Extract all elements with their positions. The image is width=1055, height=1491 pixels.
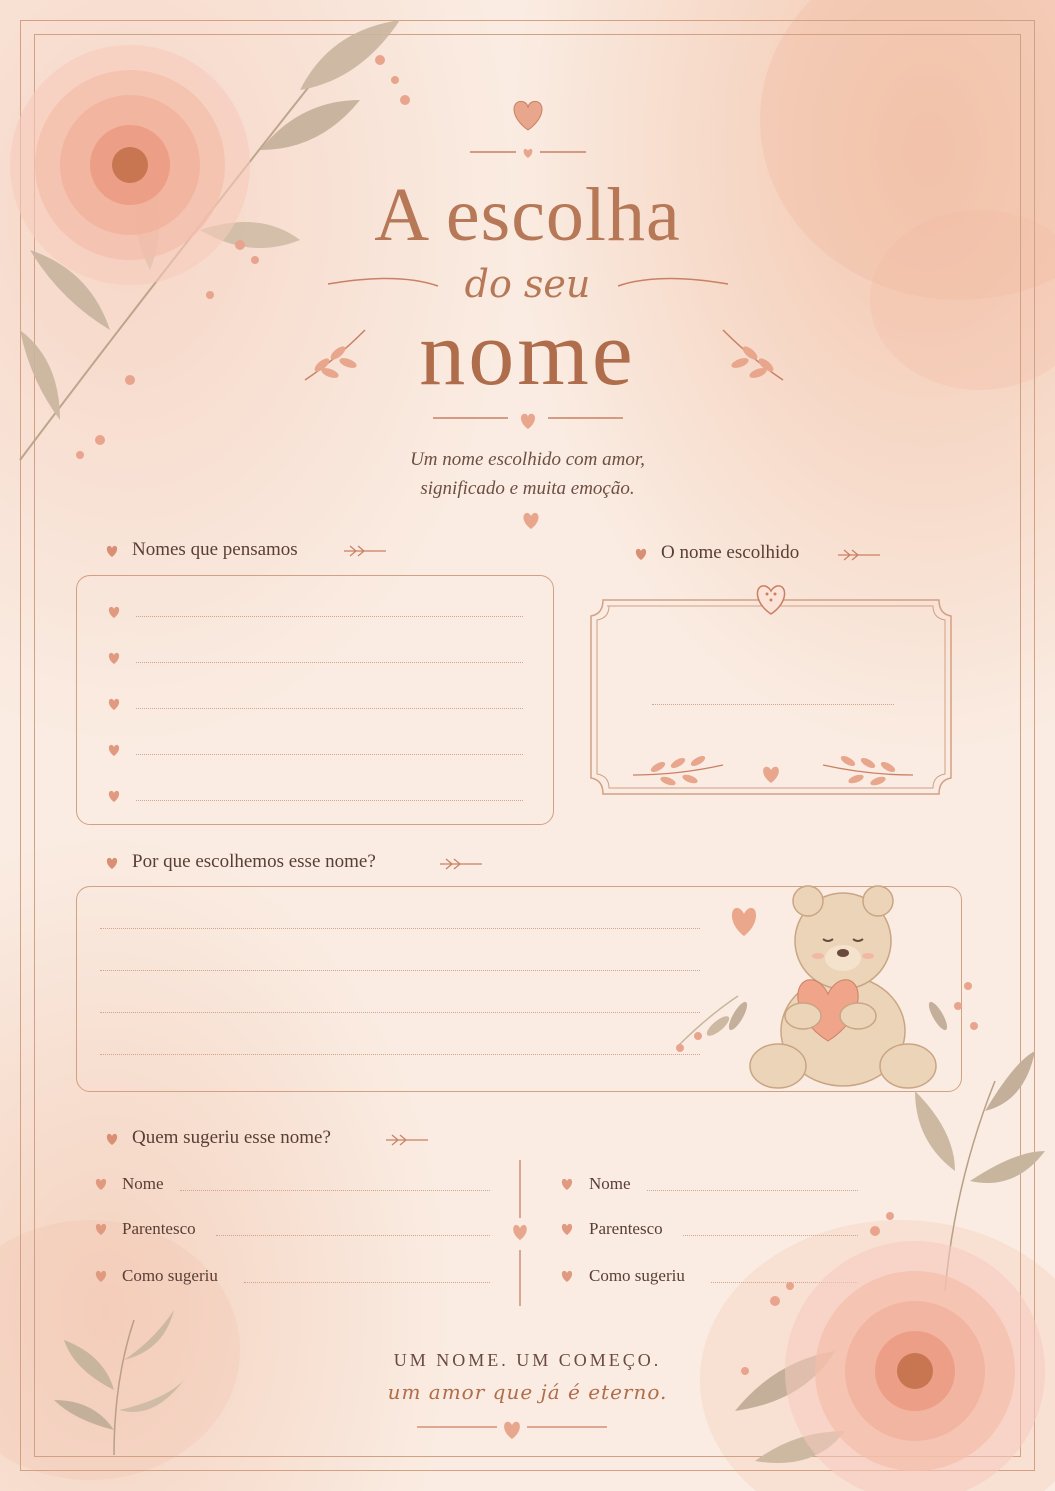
heart-bullet-icon xyxy=(106,742,122,761)
heart-bullet-icon xyxy=(93,1268,109,1287)
thought-name-line[interactable] xyxy=(136,754,523,755)
heart-divider-bottom xyxy=(412,1413,612,1443)
thought-name-line[interactable] xyxy=(136,800,523,801)
suggestion-field-line[interactable] xyxy=(180,1190,490,1191)
chosen-name-line[interactable] xyxy=(652,704,894,705)
section-label-thought-names: Nomes que pensamos xyxy=(132,539,298,560)
reason-line-2[interactable] xyxy=(100,970,700,971)
suggestion-field-label: Nome xyxy=(589,1174,631,1193)
heart-bullet-icon xyxy=(559,1176,575,1195)
heart-icon xyxy=(519,509,543,531)
arrow-sprig-icon xyxy=(438,856,484,872)
suggestion-field-line[interactable] xyxy=(244,1282,490,1283)
heart-bullet-icon xyxy=(106,788,122,807)
thought-name-line[interactable] xyxy=(136,662,523,663)
center-divider xyxy=(508,1158,532,1308)
leaf-sprig-right-icon xyxy=(718,325,788,385)
section-label-chosen-name: O nome escolhido xyxy=(661,542,800,563)
heart-bullet-icon xyxy=(104,543,120,558)
suggestion-field-label: Como sugeriu xyxy=(589,1266,685,1285)
heart-ornament-top xyxy=(468,92,588,162)
suggestion-field-label: Nome xyxy=(122,1174,164,1193)
arrow-sprig-icon xyxy=(836,547,882,563)
arrow-sprig-icon xyxy=(342,543,388,559)
heart-bullet-icon xyxy=(93,1176,109,1195)
heart-bullet-icon xyxy=(559,1268,575,1287)
heart-bullet-icon xyxy=(104,1131,120,1146)
subtitle xyxy=(0,445,1055,503)
heart-bullet-icon xyxy=(106,650,122,669)
thought-names-box xyxy=(76,575,554,825)
heart-bullet-icon xyxy=(106,604,122,623)
subtitle-line-2: significado e muita emoção. xyxy=(420,478,635,499)
closing-line-2: um amor que já é eterno. xyxy=(387,1380,668,1404)
thought-name-line[interactable] xyxy=(136,616,523,617)
heart-bullet-icon xyxy=(93,1221,109,1240)
suggestion-field-line[interactable] xyxy=(216,1235,490,1236)
closing-line-1: UM NOME. UM COMEÇO. xyxy=(393,1350,662,1370)
arrow-sprig-icon xyxy=(384,1132,430,1148)
title-line-2: do seu xyxy=(464,262,591,306)
heart-bullet-icon xyxy=(633,546,649,561)
heart-bullet-icon xyxy=(559,1221,575,1240)
title-line-3: nome xyxy=(419,302,636,404)
flower-bottom-right-illustration xyxy=(715,1031,1055,1491)
title-line-1: A escolha xyxy=(374,173,681,257)
suggestion-field-label: Como sugeriu xyxy=(122,1266,218,1285)
reason-line-4[interactable] xyxy=(100,1054,700,1055)
heart-bullet-icon xyxy=(106,696,122,715)
heart-divider xyxy=(428,405,628,435)
heart-bullet-icon xyxy=(104,855,120,870)
thought-name-line[interactable] xyxy=(136,708,523,709)
subtitle-line-1: Um nome escolhido com amor, xyxy=(410,449,645,470)
reason-line-3[interactable] xyxy=(100,1012,700,1013)
suggestion-field-label: Parentesco xyxy=(589,1219,663,1238)
suggestion-field-label: Parentesco xyxy=(122,1219,196,1238)
section-label-reason: Por que escolhemos esse nome? xyxy=(132,851,376,872)
section-label-suggested-by: Quem sugeriu esse nome? xyxy=(132,1127,331,1148)
reason-line-1[interactable] xyxy=(100,928,700,929)
leaf-sprigs-icon xyxy=(628,735,918,795)
